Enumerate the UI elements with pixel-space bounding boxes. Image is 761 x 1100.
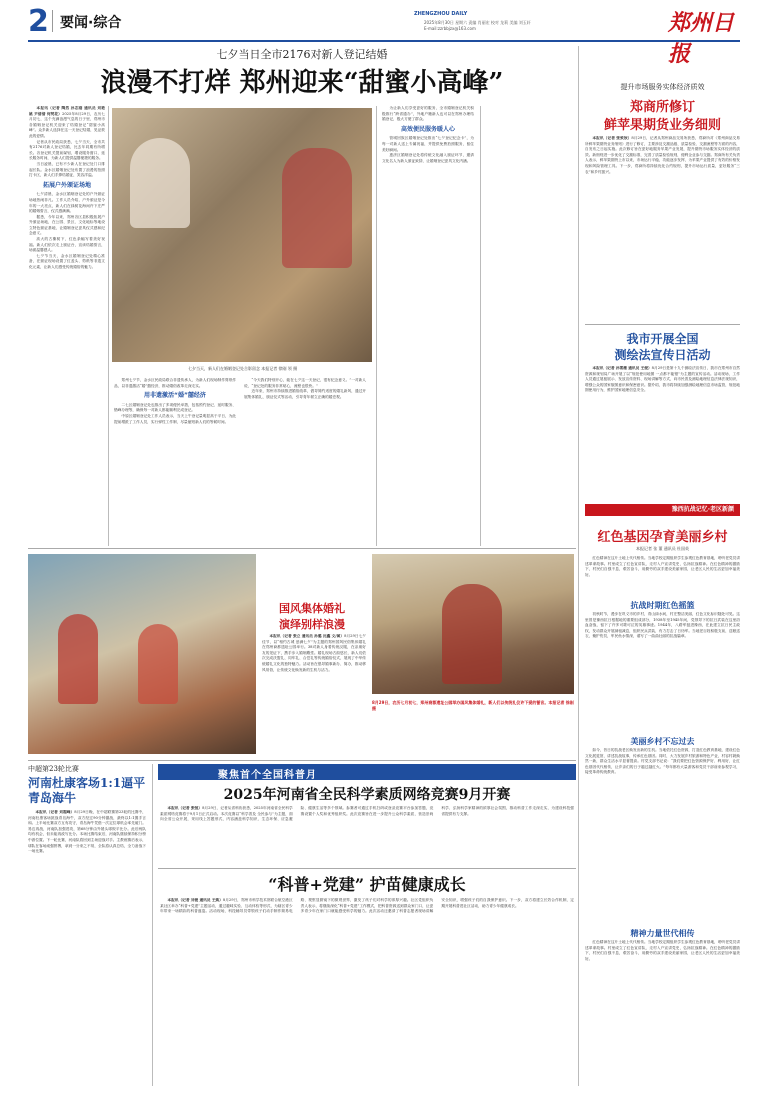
- right-article-1: [585, 136, 740, 322]
- folk-wedding-story: [28, 552, 576, 756]
- football-title: 河南杜康客场1:1逼平青岛海牛: [28, 776, 146, 805]
- wedding-title-1: 国风集体婚礼: [279, 602, 345, 615]
- lead-title: 浪漫不打烊 郑州迎来“甜蜜小高峰”: [100, 68, 504, 98]
- lead-intro: 2025年8月29日，农历七月初七，这个充满浪漫气息的日子里，郑州市各婚姻登记机关迎来了结婚登记“甜蜜小高峰”。众多新人选择在这一天登记结婚，见证彼此的爱情。: [29, 111, 105, 138]
- science-title: “科普+党建” 护苗健康成长: [268, 875, 466, 894]
- subhead: 拓展户外颁证场地: [42, 181, 91, 189]
- lead-col-3: [244, 378, 366, 546]
- subhead: 精神力量世代相传: [630, 929, 695, 938]
- wedding-body: [262, 634, 366, 752]
- wedding-photo-1: [28, 554, 256, 754]
- article-body: 红色精神在这片土地上代代相传。当地学校定期组织学生参观红色教育基地，聆听老党员讲述革命故事。村里成立了红色宣讲队，走村入户宣讲党史，弘扬抗战精神。在红色精神的激励下，村民们自强不息，艰苦奋斗，用勤劳的双手建设美丽家园，让老区人民的生活更加幸福美好。: [585, 556, 740, 577]
- divider: [28, 760, 576, 761]
- date-line: 2025年8月30日 星期六 责编 肖丽宏 校对 龙莉 美编 刘玉轩: [424, 20, 531, 25]
- subhead: 美丽乡村不忘过去: [630, 737, 695, 746]
- paragraph: 二七区婚姻登记处也推出了多项便民举措，包括预约登记、延时服务、错峰办理等，确保每一对新人都能顺利完成登记。: [114, 402, 236, 413]
- divider: [158, 868, 576, 869]
- byline: 本报讯（记者 刘俊 通讯员 王焕）: [167, 898, 223, 902]
- column-rule: [376, 106, 377, 546]
- football-story: [28, 764, 146, 1086]
- right-title-4: 红色基因孕育美丽乡村: [597, 530, 728, 545]
- wedding-caption: 8月29日，农历七月初七，郑州商都遗址公园举办国风集体婚礼，新人们以传统礼仪许下爱的誓言。本报记者 徐刚 摄: [372, 700, 574, 711]
- right-article-4a-lead: [585, 556, 740, 596]
- page-number: 2: [28, 4, 49, 39]
- column-rule: [152, 764, 153, 1086]
- contact-email: E-mail:zzrbbjzx@163.com: [424, 26, 476, 31]
- paragraph: 中原区婚姻登记处工作人员表示，当天上午登记量明显高于平日，为此提前增派了工作人员，实行弹性工作制，尽量缩短新人们的等候时间。: [114, 413, 236, 424]
- column-rule: [578, 46, 579, 1086]
- wedding-photo-2: [372, 554, 574, 694]
- paragraph: 据悉，今年以来，郑州各区县积极拓展户外颁证场地，在公园、景区、文化地标等地设立特色颁证基地，让婚姻登记更具仪式感和纪念意义。: [29, 214, 105, 236]
- divider: [585, 324, 740, 325]
- paragraph: 记者从市民政局获悉，七夕当天，全市共有2176对新人登记结婚，比去年同期有所增长。各登记机关提前谋划，增设服务窗口，延长服务时间，为新人们提供温馨便捷的服务。: [29, 139, 105, 161]
- banner-title: 2025年河南省全民科学素质网络竞赛9月开赛: [223, 787, 511, 803]
- right-column: [585, 46, 740, 1086]
- masthead-rule: [28, 40, 740, 42]
- photo-figure: [442, 584, 502, 684]
- right-title-3a: 我市开展全国: [626, 332, 699, 346]
- right-article-2: [585, 366, 740, 498]
- paragraph: 当日凌晨，已有不少新人在登记处门口排起长队。金水区婚姻登记处布置了浪漫的拍照打卡区，新人们手捧结婚证，笑容洋溢。: [29, 161, 105, 178]
- divider: [52, 10, 53, 32]
- photo-figure: [58, 614, 98, 704]
- article-body: 8月29日，记者从郑州商品交易所获悉，郑商所对《郑州商品交易所鲜苹果期货业务细则》进行了修订，主要涉及交割品级、质量检验、交割流程等方面的内容，自发布之日起实施。此次修订旨在更好地服务苹果产业发展，提升期货市场服务实体经济的质效。新细则进一步优化了交割标准，完善了质量检验规则，便利企业参与交割。郑商所有关负责人表示，鲜苹果期货上市以来，市场运行平稳，功能逐步发挥，为苹果产业提供了有效的价格发现和风险管理工具。下一步，郑商所将持续优化合约规则，提升市场运行质量，更好服务“三农”和乡村振兴。: [585, 136, 740, 174]
- article-body: 8月29日七夕佳节，以“相约古城 爱满七夕”为主题的郑州国风民俗集体婚礼在郑州商都遗址公园举行。38对新人身着传统汉服，在亲朋好友的见证下，携手步入婚姻殿堂。婚礼现场古韵悠长，新人们依次完成沃盥礼、同牢礼、合卺礼等传统婚俗仪式，展现了中华传统婚礼文化的独特魅力。活动旨在倡导婚事新办、简办，推动移风易俗，让传统文化焕发新的生机与活力。: [262, 634, 366, 672]
- lead-photo: [112, 108, 372, 362]
- lead-byline: 本报讯（记者 陶然 孙志刚 通讯员 刘艳 姚 尹倩倩 何梵花）: [29, 106, 105, 116]
- football-body: [28, 810, 146, 1086]
- banner-body: [160, 806, 574, 866]
- paragraph: 高大的古榭树下，红色条幅写着美好祝福。新人们依次走上颁证台，宣读结婚誓言，场面温馨感人。: [29, 237, 105, 253]
- lead-col-1: [29, 106, 105, 546]
- banner-label: 聚焦首个全国科普月: [218, 770, 317, 781]
- byline: 本报讯（记者 张立 通讯员 孙璐 沈鑫 文/图）: [269, 634, 345, 638]
- byline: 本报讯（记者 刘超峰）: [35, 810, 75, 814]
- right-kicker: 提升市场服务实体经济质效: [620, 83, 705, 91]
- football-kicker: 中超第23轮比赛: [28, 765, 79, 773]
- right-title-2: 鲜苹果期货业务细则: [603, 118, 721, 133]
- article-body: 红色精神在这片土地上代代相传。当地学校定期组织学生参观红色教育基地，聆听老党员讲述革命故事。村里成立了红色宣讲队，走村入户宣讲党史，弘扬抗战精神。在红色精神的激励下，村民们自强不息，艰苦奋斗，用勤劳的双手建设美丽家园，让老区人民的生活更加幸福美好。: [585, 940, 740, 961]
- column-rule: [108, 106, 109, 546]
- article-body: 8月29日，记者从省科协获悉，2025年河南省全民科学素质网络竞赛将于9月1日正式启动。本次竞赛以“科学普及 全民参与”为主题，面向全省公众开展，采用线上答题形式，内容涵盖科学知识、生态环保、应急避险、健康生活等多个领域。参赛者可通过手机扫码或登录竞赛平台参加答题，竞赛设置个人奖和优秀组织奖。此次竞赛旨在进一步提升公众科学素质，营造崇尚科学、弘扬科学家精神的浓厚社会氛围，推动科普工作走深走实，为建设科技强省提供有力支撑。: [160, 806, 574, 822]
- right-title-1: 郑商所修订: [629, 100, 695, 115]
- banner-bar: [158, 764, 576, 780]
- article-body: 8月29日晚，在中超联赛第23轮的比赛中，河南杜康客场挑战青岛海牛，双方经过90分钟激战，最终以1:1握手言和。上半场比赛双方互有攻守，青岛海牛凭借一次定位球机会率先破门。易边再战，河南队加强进攻，第68分钟由外援头球扳平比分。此后两队均有机会，但未能再改写比分。本场比赛结束后，河南队继续保持积分榜中游位置。下一轮比赛，河南队将回到主场迎战对手。主教练赛后表示，球队在客场顽强拼搏，拿到一分来之不易，全队将认真总结，全力备战下一场比赛。: [28, 810, 146, 854]
- lead-kicker: 七夕当日全市2176对新人登记结婚: [216, 48, 388, 61]
- paragraph: 近年来，郑州市持续推进婚俗改革，倡导简约适度的婚礼新风，通过开展集体婚礼、颁证仪式等活动，引导青年树立正确的婚恋观。: [244, 389, 366, 399]
- lead-story: [28, 46, 576, 546]
- science-body: [160, 898, 574, 1086]
- lead-col-2: [114, 378, 236, 546]
- article-body: 8月29日，郑州市科学技术馆联合航空港区某社区举办“科普+党建”主题活动，通过趣味实验、互动体验等形式，为辖区青少年带来一场精彩的科普盛宴。活动现场，科技辅导员带领孩子们动手制作简易电路、观察显微镜下的微观世界，激发了孩子们对科学的浓厚兴趣。社区党组织负责人表示，将继续深化“科普+党建”工作模式，把科普资源送到群众家门口，让更多青少年在家门口就能感受科学的魅力。此次活动还邀请了科普志愿者现场讲解安全知识，增强孩子们的自我保护意识。下一步，双方将建立长效合作机制，定期开展科普进社区活动，助力青少年健康成长。: [160, 898, 574, 914]
- edition-name: ZHENGZHOU DAILY: [414, 11, 468, 17]
- subhead: 高效便民服务暖人心: [400, 125, 455, 133]
- subhead: 用非遗激活“婚”囍经济: [144, 392, 206, 400]
- section-title: 要闻·综合: [60, 15, 122, 31]
- byline: 本报讯（记者 张致欣）: [592, 136, 632, 140]
- article-body: 初秋时节，漫步在巩义市的乡村，青山绿水间，村庄整洁美丽，红色文化标识随处可见。这里曾是豫西抗日根据地的重要组成部分，1938年至1945年间，党领导下的抗日武装在这里浴血奋战，留下了许多可歌可泣的英雄事迹。1944年，八路军挺进豫西，在此建立抗日民主政权，发动群众开展减租减息，组织民兵武装，有力打击了日伪军。当地老百姓积极支前，送粮送衣，掩护伤员，军民鱼水情深，谱写了一曲曲壮丽的抗战篇章。: [585, 612, 740, 639]
- photo-figure: [138, 624, 178, 704]
- right-article-4c: [585, 940, 740, 1086]
- series-tag: 豫西抗战记忆·老区新颜: [585, 504, 740, 516]
- column-rule: [480, 106, 481, 546]
- byline: 本报讯（记者 张弛）: [167, 806, 203, 810]
- logo: 郑州日报: [668, 10, 735, 67]
- byline: 本报记者 张 董 通讯员 杜国英: [635, 546, 690, 551]
- paragraph: “今天我们特别开心，能在七夕这一天登记，很有纪念意义。”一对新人说，“登记处的服务非常贴心，流程也很快。”: [244, 378, 366, 388]
- paragraph: 七夕节当天，金水区婚姻登记处精心准备，在颁证现场设置了红盖头、剪纸等非遗文化元素，让新人们感受传统婚俗的魅力。: [29, 253, 105, 270]
- lead-photo-caption: 七夕当天，新人们在婚姻登记处合影留念 本报记者 徐刚 领 摄: [188, 366, 298, 371]
- photo-figure: [282, 148, 352, 268]
- photo-figure: [130, 138, 190, 228]
- paragraph: 郑州七夕节，金水区民政局联合非遗传承人，为新人们现场制作剪纸作品，以非遗激活“婚”囍经济，推动婚俗改革走深走实。: [114, 378, 236, 388]
- right-article-4a: [585, 612, 740, 732]
- paragraph: 惠济区婚姻登记处将传统文化融入颁证环节，邀请文化名人为新人颁证致辞，让婚姻登记更具文化内涵。: [382, 153, 474, 163]
- paragraph: 七夕清晨，金水区婚姻登记处的户外颁证场地热闹非凡。工作人员介绍，户外颁证是今年的一大亮点，新人们在绿树花海间许下庄严的婚姻誓言，仪式感满满。: [29, 192, 105, 214]
- subhead: 抗战时期红色摇篮: [630, 601, 695, 610]
- byline: 本报讯（记者 孙雪薇 通讯员 王俊）: [592, 366, 652, 370]
- article-body: 8月29日是第十九个测绘法宣传日，我市在郑州市自然资源和规划局广场开展了以“规范使用地图 一点都不能错”为主题的宣传活动。活动现场，工作人员通过展板展示、发放宣传资料、现场讲解等方式，向市民普及测绘地理信息法律法规知识，增强公众的国家版图意识和保密意识。据介绍，我市将持续加强测绘地理信息市场监管，规范地图使用行为，维护国家地理信息安全。: [585, 366, 740, 393]
- article-body: 如今，昔日的抗战老区焕发出新的生机。当地依托红色资源，打造红色教育基地，建设红色文化展览馆，讲述抗战故事，传承红色基因。同时，大力发展乡村旅游和特色产业，村容村貌焕然一新，群众生活水平显著提高。村党支部书记说：“我们要把红色资源保护好、利用好，让红色基因代代相传，让乡亲们的日子越过越红火。”每年都有大量游客和党员干部前来参观学习，接受革命传统教育。: [585, 748, 740, 775]
- lead-col-4: [382, 106, 474, 546]
- divider: [28, 548, 576, 549]
- right-title-3b: 测绘法宣传日活动: [614, 348, 711, 362]
- paragraph: 为让新人们享受更好的服务，全市婚姻登记机关积极推行“跨省通办”，外地户籍新人也可以在郑州办理结婚登记，极大方便了群众。: [382, 106, 474, 122]
- paragraph: 管城回族区婚姻登记处推出“七夕登记纪念卡”，为每一对新人送上专属祝福，并提供免费拍照服务，留住美好瞬间。: [382, 136, 474, 152]
- right-article-4b: [585, 748, 740, 924]
- wedding-title-2: 演绎别样浪漫: [279, 618, 345, 631]
